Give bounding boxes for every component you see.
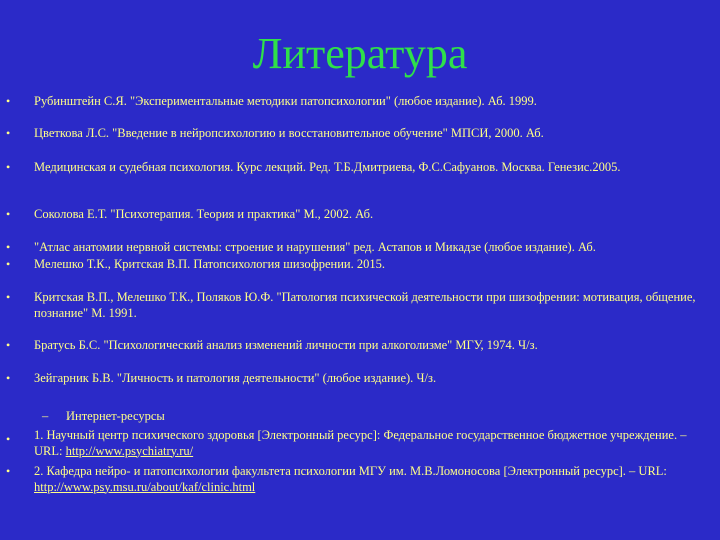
reference-text: Зейгарник Б.В. "Личность и патология деятельности" (любое издание). Ч/з. — [34, 371, 437, 385]
resource-text — [34, 464, 698, 495]
page-title: Литература — [252, 29, 468, 78]
bullet-icon: • — [6, 240, 11, 254]
bullet-icon: • — [6, 207, 11, 221]
resource-description: 2. Кафедра нейро- и патопсихологии факультета психологии МГУ им. М.В.Ломоносова [Электронный ресурс]. – URL: — [34, 464, 667, 478]
reference-text: "Атлас анатомии нервной системы: строение и нарушения" ред. Астапов и Микадзе (любое издание). Аб. — [34, 240, 596, 254]
resource-link[interactable]: http://www.psychiatry.ru/ — [65, 443, 194, 458]
bullet-icon: • — [6, 257, 11, 271]
reference-text: Рубинштейн С.Я. "Экспериментальные методики патопсихологии" (любое издание). Аб. 1999. — [34, 94, 537, 108]
bullet-icon: • — [6, 160, 11, 174]
reference-text: Критская В.П., Мелешко Т.К., Поляков Ю.Ф. "Патология психической деятельности при шизофрении: мотивация, общение, познание" М. 1991. — [34, 290, 696, 320]
reference-text: Братусь Б.С. "Психологический анализ изменений личности при алкоголизме" МГУ, 1974. Ч/з. — [34, 338, 538, 352]
resource-link[interactable]: http://www.psy.msu.ru/about/kaf/clinic.html — [34, 479, 256, 494]
reference-text: Цветкова Л.С. "Введение в нейропсихологию и восстановительное обучение" МПСИ, 2000. Аб. — [34, 126, 544, 140]
reference-text: Соколова Е.Т. "Психотерапия. Теория и практика" М., 2002. Аб. — [34, 207, 374, 221]
bullet-icon: • — [6, 338, 11, 352]
bullet-icon: • — [6, 94, 11, 108]
resource-description: 1. Научный центр психического здоровья [Электронный ресурс]: Федеральное государственное бюджетное учреждение. – URL: — [34, 428, 687, 458]
bullet-icon: • — [6, 464, 11, 478]
bullet-icon: • — [6, 126, 11, 140]
dash-icon: – — [42, 409, 49, 423]
bullet-icon: • — [6, 432, 11, 446]
internet-resources-heading: Интернет-ресурсы — [66, 409, 165, 423]
bullet-icon: • — [6, 371, 11, 385]
resource-text — [34, 428, 698, 459]
reference-text: Медицинская и судебная психология. Курс лекций. Ред. Т.Б.Дмитриева, Ф.С.Сафуанов. Москва. Генезис.2005. — [34, 160, 621, 174]
bullet-icon: • — [6, 290, 11, 304]
reference-text: Мелешко Т.К., Критская В.П. Патопсихология шизофрении. 2015. — [34, 257, 385, 271]
